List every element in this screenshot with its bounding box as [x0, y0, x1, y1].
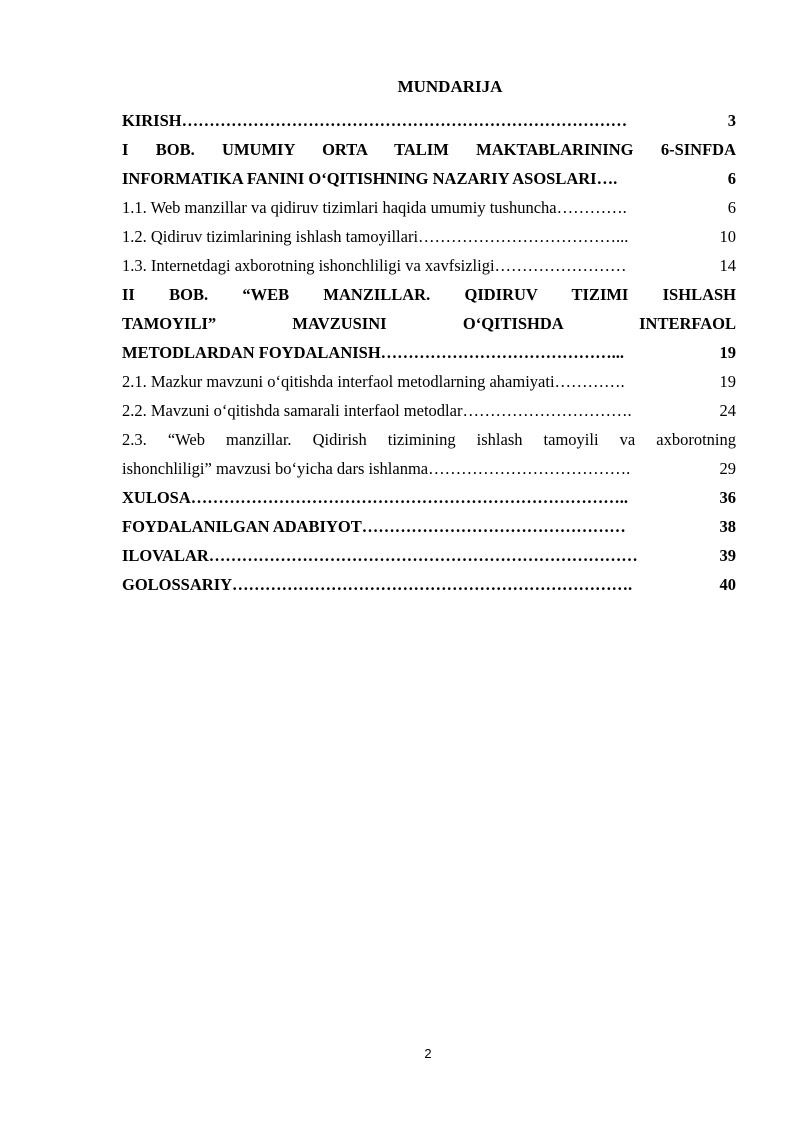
- toc-entry-1-3[interactable]: [122, 251, 736, 280]
- toc-entry-2-1[interactable]: [122, 367, 736, 396]
- toc-entry-page: 6: [727, 169, 736, 188]
- toc-entry-page: 39: [719, 546, 736, 565]
- toc-entry-label: FOYDALANILGAN ADABIYOT…………………………………………: [122, 517, 626, 536]
- toc-entry-label: KIRISH………………………………………………………………………: [122, 111, 628, 130]
- toc-entry-label: 2.2. Mavzuni o‘qitishda samarali interfaol metodlar………………………….: [122, 401, 632, 420]
- toc-entry-1-2[interactable]: [122, 222, 736, 251]
- toc-entry-2-3-line1[interactable]: [122, 425, 736, 454]
- toc-entry-label: ishonchliligi” mavzusi bo‘yicha dars ishlanma……………………………….: [122, 459, 631, 478]
- toc-entry-adabiyot[interactable]: [122, 512, 736, 541]
- toc-entry-golossariy[interactable]: [122, 570, 736, 599]
- toc-entry-page: 6: [727, 198, 736, 217]
- page-title: MUNDARIJA: [397, 77, 503, 96]
- toc-entry-page: 24: [719, 401, 736, 420]
- toc-entry-label: 1.3. Internetdagi axborotning ishonchliligi va xavfsizligi……………………: [122, 256, 627, 275]
- toc-entry-label: TAMOYILI” MAVZUSINI O‘QITISHDA INTERFAOL: [122, 314, 736, 333]
- toc-entry-kirish[interactable]: [122, 106, 736, 135]
- toc-entry-page: 10: [719, 227, 736, 246]
- toc-entry-page: 19: [719, 343, 736, 362]
- toc-entry-page: 29: [719, 459, 736, 478]
- toc-entry-page: 3: [727, 111, 736, 130]
- toc-entry-bob2-line3[interactable]: [122, 338, 736, 367]
- toc-entry-bob1-line1[interactable]: [122, 135, 736, 164]
- toc-entry-label: ILOVALAR……………………………………………………………………: [122, 546, 638, 565]
- toc-entry-label: METODLARDAN FOYDALANISH……………………………………...: [122, 343, 625, 362]
- toc-entry-page: 19: [719, 372, 736, 391]
- toc-entry-page: 36: [719, 488, 736, 507]
- toc-entry-page: 14: [719, 256, 736, 275]
- toc-entry-bob1-line2[interactable]: [122, 164, 736, 193]
- toc-entry-label: XULOSA……………………………………………………………………..: [122, 488, 629, 507]
- toc-entry-label: INFORMATIKA FANINI O‘QITISHNING NAZARIY ASOSLARI….: [122, 169, 618, 188]
- toc-entry-label: 2.3. “Web manzillar. Qidirish tizimining ishlash tamoyili va axborotning: [122, 430, 736, 449]
- table-of-contents: [122, 106, 736, 599]
- toc-entry-1-1[interactable]: [122, 193, 736, 222]
- toc-entry-label: GOLOSSARIY……………………………………………………………….: [122, 575, 633, 594]
- toc-entry-2-3-line2[interactable]: [122, 454, 736, 483]
- toc-entry-xulosa[interactable]: [122, 483, 736, 512]
- toc-entry-page: 38: [719, 517, 736, 536]
- toc-entry-label: I BOB. UMUMIY ORTA TALIM MAKTABLARINING 6-SINFDA: [122, 140, 736, 159]
- toc-entry-page: 40: [719, 575, 736, 594]
- toc-entry-label: II BOB. “WEB MANZILLAR. QIDIRUV TIZIMI ISHLASH: [122, 285, 736, 304]
- toc-entry-bob2-line2[interactable]: [122, 309, 736, 338]
- toc-entry-bob2-line1[interactable]: [122, 280, 736, 309]
- toc-entry-ilovalar[interactable]: [122, 541, 736, 570]
- toc-entry-2-2[interactable]: [122, 396, 736, 425]
- toc-entry-label: 1.1. Web manzillar va qidiruv tizimlari haqida umumiy tushuncha………….: [122, 198, 627, 217]
- toc-entry-label: 2.1. Mazkur mavzuni o‘qitishda interfaol metodlarning ahamiyati………….: [122, 372, 625, 391]
- toc-entry-label: 1.2. Qidiruv tizimlarining ishlash tamoyillari………………………………...: [122, 227, 629, 246]
- page-number: 2: [424, 1046, 432, 1061]
